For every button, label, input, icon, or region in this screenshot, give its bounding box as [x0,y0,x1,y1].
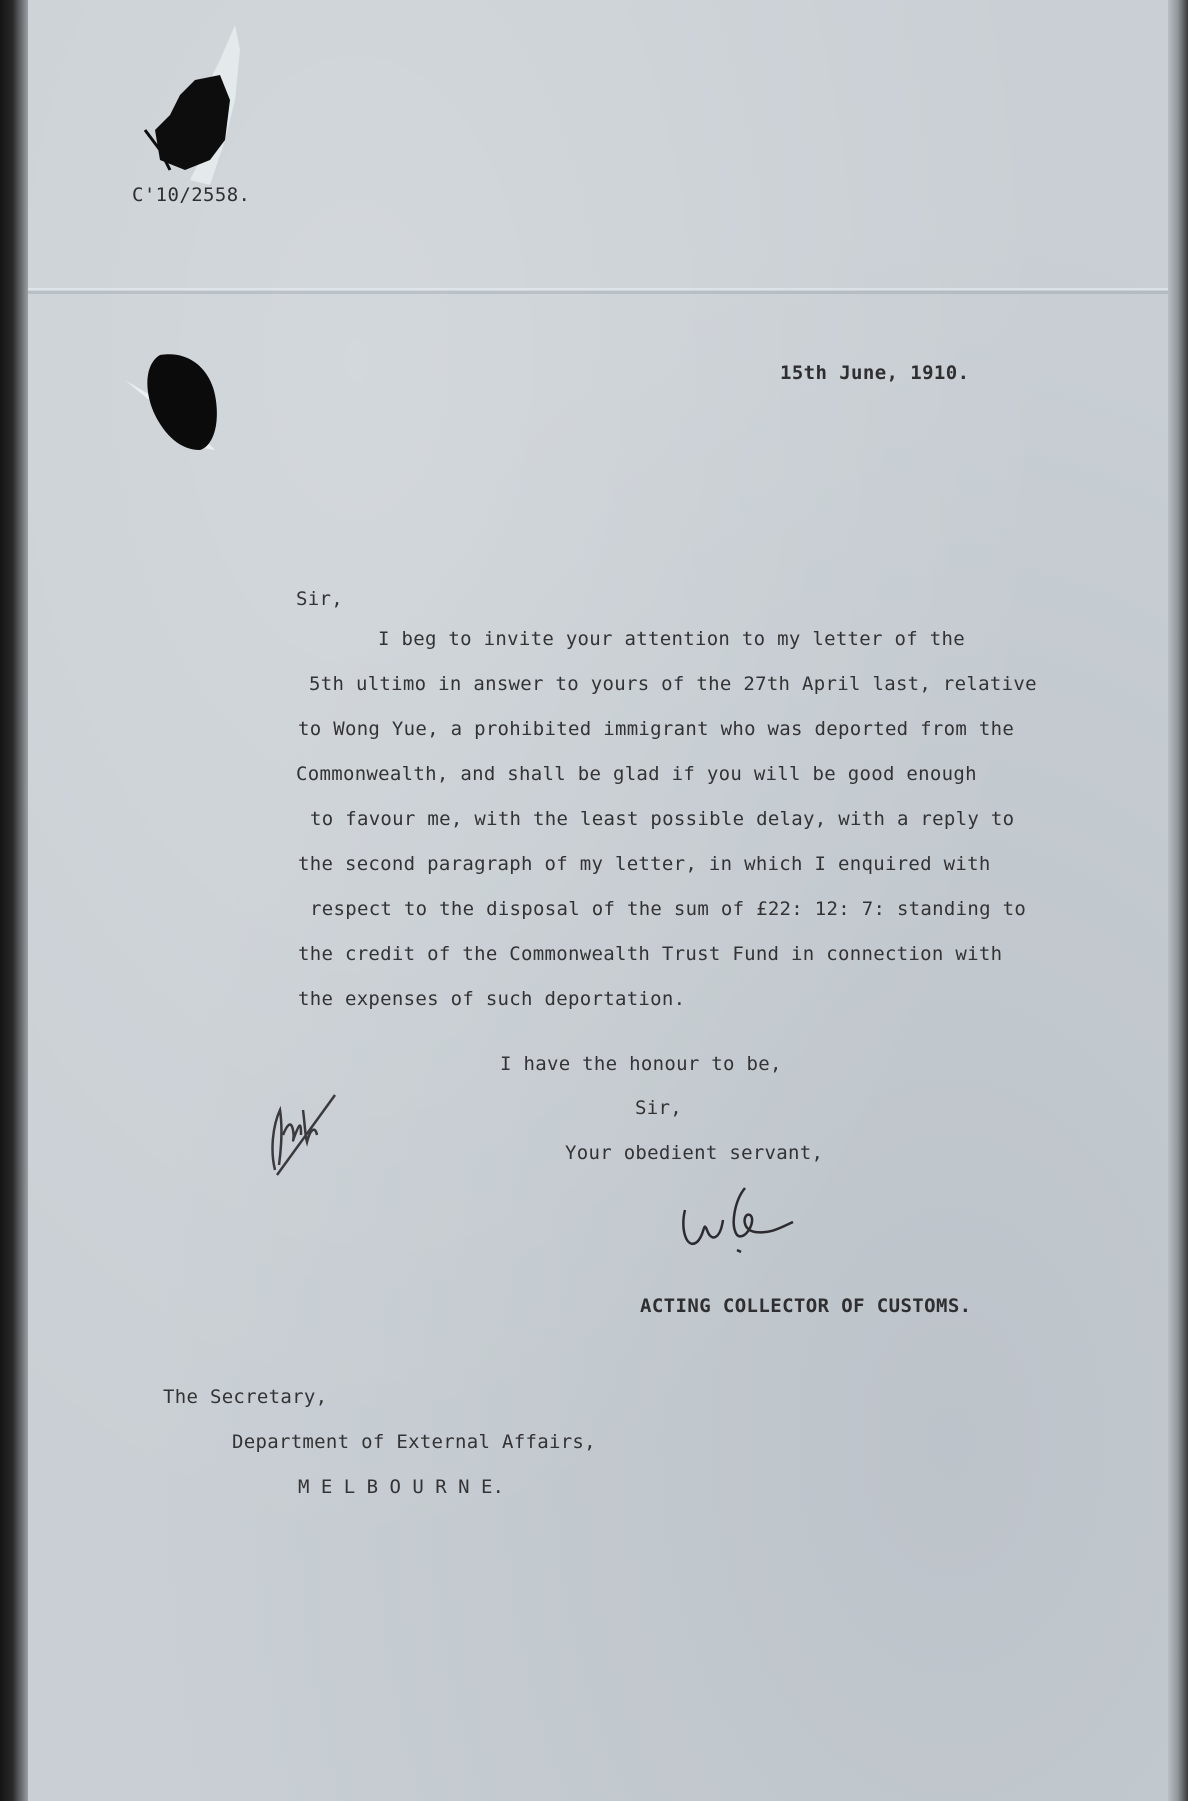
addressee-line-1: The Secretary, [163,1386,328,1408]
salutation: Sir, [296,588,343,610]
addressee-line-3: M E L B O U R N E. [298,1476,504,1498]
scan-left-edge [0,0,28,1801]
punch-hole-top [140,20,250,190]
signature [675,1180,815,1260]
body-line-1: I beg to invite your attention to my letter of the [378,628,965,650]
body-line-6: the second paragraph of my letter, in which I enquired with [298,853,991,875]
closing-line-3: Your obedient servant, [565,1142,824,1164]
punch-hole-middle [115,350,235,460]
paper-fold [28,288,1168,290]
body-line-7: respect to the disposal of the sum of £22: 12: 7: standing to [310,898,1027,920]
closing-line-2: Sir, [635,1097,682,1119]
body-line-9: the expenses of such deportation. [298,988,686,1010]
signatory-title: ACTING COLLECTOR OF CUSTOMS. [640,1295,972,1317]
paper-fold-shadow [28,291,1168,294]
letter-date: 15th June, 1910. [780,362,970,384]
reference-number: C'10/2558. [132,184,251,206]
body-line-8: the credit of the Commonwealth Trust Fund in connection with [298,943,1003,965]
body-line-3: to Wong Yue, a prohibited immigrant who was deported from the [298,718,1015,740]
closing-line-1: I have the honour to be, [500,1053,782,1075]
addressee-line-2: Department of External Affairs, [232,1431,596,1453]
margin-initials [255,1080,345,1180]
body-line-4: Commonwealth, and shall be glad if you will be good enough [296,763,977,785]
body-line-5: to favour me, with the least possible delay, with a reply to [310,808,1015,830]
scan-right-edge [1168,0,1188,1801]
body-line-2: 5th ultimo in answer to yours of the 27th April last, relative [309,673,1037,695]
